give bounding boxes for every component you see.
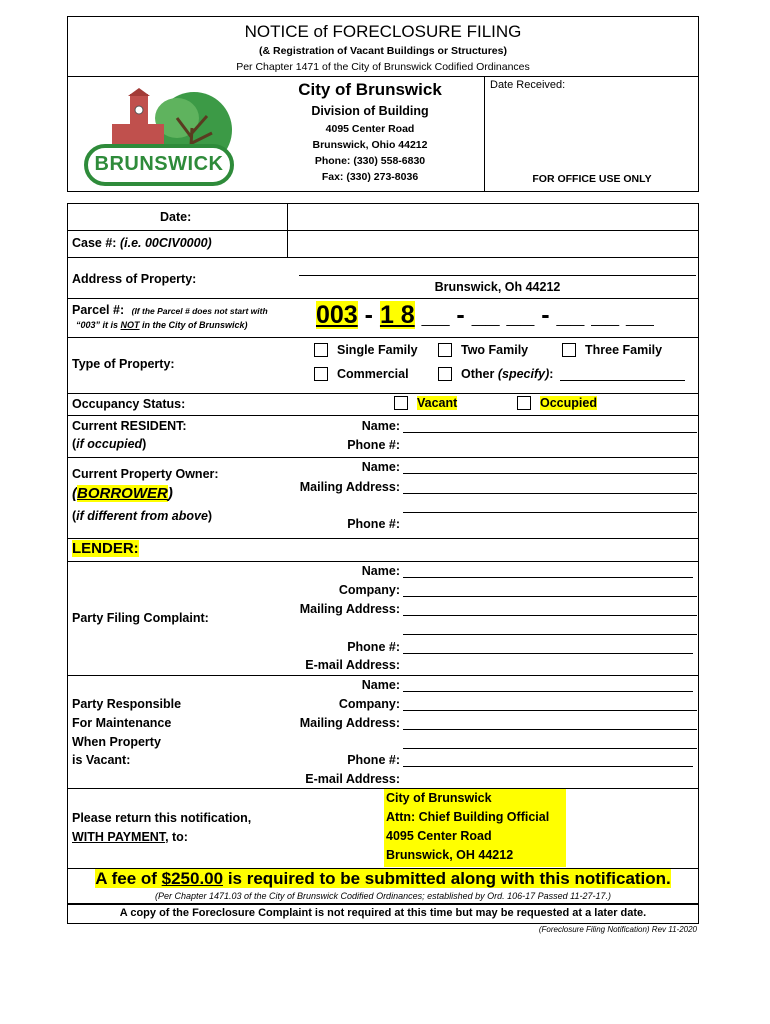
owner-name-label: Name:: [361, 460, 400, 474]
owner-label: Current Property Owner:: [72, 467, 219, 481]
resident-sub-text: if occupied: [76, 437, 143, 451]
office-use-label: FOR OFFICE USE ONLY: [532, 173, 652, 185]
commercial-label: Commercial: [337, 367, 409, 381]
office-address-1: 4095 Center Road: [325, 123, 415, 135]
division-name: Division of Building: [311, 104, 429, 118]
filing-company-line[interactable]: [403, 596, 697, 597]
owner-phone-label: Phone #:: [347, 517, 400, 531]
fee-text-a: A fee of: [95, 869, 162, 888]
resident-phone-label: Phone #:: [347, 438, 400, 452]
party-resp-3: When Property: [72, 735, 161, 749]
resp-name-line[interactable]: [403, 691, 693, 692]
fee-text-b: is required to be submitted along with this notification.: [223, 869, 671, 888]
address-input-line[interactable]: [299, 275, 696, 276]
party-resp-2: For Maintenance: [72, 716, 172, 730]
with-payment: WITH PAYMENT: [72, 830, 166, 844]
fee-amount: $250.00: [161, 869, 224, 888]
row-line: [67, 561, 699, 562]
parcel-label: [72, 303, 268, 317]
type-label: Type of Property:: [72, 357, 175, 371]
other-checkbox[interactable]: [438, 367, 452, 381]
owner-mailing-line-2[interactable]: [403, 512, 697, 513]
row-line: [67, 337, 699, 338]
fee-notice: [67, 868, 699, 890]
return-city: City of Brunswick: [386, 791, 492, 805]
row-line: [67, 457, 699, 458]
other-label: [461, 367, 553, 381]
parcel-number[interactable]: [316, 301, 654, 330]
return-to: , to:: [165, 830, 188, 844]
city-name: City of Brunswick: [298, 80, 442, 99]
page-title: NOTICE of FORECLOSURE FILING: [244, 22, 522, 41]
filing-phone-line[interactable]: [403, 653, 693, 654]
parcel-label-text: Parcel #:: [72, 303, 125, 317]
other-specify: (specify): [497, 367, 550, 381]
row-line: [67, 788, 699, 789]
occupancy-label: Occupancy Status:: [72, 397, 186, 411]
two-family-label: Two Family: [461, 343, 529, 357]
owner-sub-text: if different from above: [76, 509, 208, 523]
parcel-segment: 1 8: [379, 301, 415, 329]
return-line-1: Please return this notification,: [72, 811, 252, 825]
return-attn: Attn: Chief Building Official: [386, 810, 550, 824]
resp-mailing-line-2[interactable]: [403, 748, 697, 749]
copy-note: A copy of the Foreclosure Complaint is not required at this time but may be requested at a later date.: [119, 907, 647, 919]
parcel-blanks: __ - __ __ - __ __ __: [421, 301, 654, 329]
resident-sub: (if occupied): [72, 437, 147, 451]
filing-mailing-label: Mailing Address:: [299, 602, 400, 616]
parcel-note-2a: “003” it is: [76, 320, 121, 330]
case-label: [72, 236, 212, 250]
other-text: Other: [461, 367, 495, 381]
resp-company-line[interactable]: [403, 710, 697, 711]
owner-mailing-label: Mailing Address:: [299, 480, 400, 494]
single-family-checkbox[interactable]: [314, 343, 328, 357]
resident-label: Current RESIDENT:: [72, 419, 187, 433]
resp-name-label: Name:: [361, 678, 400, 692]
row-line: [67, 415, 699, 416]
parcel-note-2c: in the City of Brunswick): [139, 320, 248, 330]
return-address-block: [384, 789, 566, 867]
resident-name-line[interactable]: [403, 432, 697, 433]
single-family-label: Single Family: [337, 343, 418, 357]
three-family-label: Three Family: [585, 343, 663, 357]
filing-mailing-line[interactable]: [403, 615, 697, 616]
resp-phone-line[interactable]: [403, 766, 693, 767]
case-label-text: Case #:: [72, 236, 117, 250]
city-logo: [82, 88, 237, 186]
parcel-dash: -: [364, 301, 373, 329]
row-line: [67, 257, 699, 258]
borrower-text: BORROWER: [77, 485, 168, 502]
owner-mailing-line[interactable]: [403, 493, 697, 494]
filing-name-line[interactable]: [403, 577, 693, 578]
row-line: [67, 298, 699, 299]
address-city: Brunswick, Oh 44212: [434, 280, 561, 294]
parcel-note-not: NOT: [120, 320, 140, 330]
office-fax: Fax: (330) 273-8036: [321, 171, 419, 183]
filing-company-label: Company:: [338, 583, 400, 597]
resp-phone-label: Phone #:: [347, 753, 400, 767]
filing-mailing-line-2[interactable]: [403, 634, 697, 635]
occupied-checkbox[interactable]: [517, 396, 531, 410]
return-line-2: [72, 830, 188, 844]
header-vdivider: [484, 76, 485, 192]
return-citystate: Brunswick, OH 44212: [386, 848, 514, 862]
return-address: 4095 Center Road: [386, 829, 492, 843]
resident-name-label: Name:: [361, 419, 400, 433]
filing-name-label: Name:: [361, 564, 400, 578]
parcel-prefix: 003: [316, 301, 358, 329]
date-label: Date:: [160, 210, 192, 224]
party-resp-1: Party Responsible: [72, 697, 182, 711]
two-family-checkbox[interactable]: [438, 343, 452, 357]
vacant-label: Vacant: [417, 396, 458, 410]
parcel-note-2: [76, 320, 248, 330]
fee-ordinance-note: (Per Chapter 1471.03 of the City of Brunswick Codified Ordinances; established by Ord. 106-17 Passed 11-27-17.): [154, 891, 612, 901]
occupied-label: Occupied: [540, 396, 597, 410]
owner-borrower: (BORROWER): [72, 485, 173, 502]
header-divider: [67, 76, 699, 77]
logo-text: BRUNSWICK: [94, 153, 224, 175]
owner-sub: (if different from above): [72, 509, 213, 523]
page-subtitle: (& Registration of Vacant Buildings or Structures): [259, 45, 507, 57]
office-phone: Phone: (330) 558-6830: [314, 155, 426, 167]
other-colon: :: [549, 367, 554, 381]
resp-mailing-line[interactable]: [403, 729, 697, 730]
filing-phone-label: Phone #:: [347, 640, 400, 654]
row-line: [67, 538, 699, 539]
office-address-2: Brunswick, Ohio 44212: [312, 139, 428, 151]
lender-heading: LENDER:: [72, 540, 139, 557]
case-example: (i.e. 00CIV0000): [119, 236, 212, 250]
owner-name-line[interactable]: [403, 473, 697, 474]
case-field[interactable]: [288, 231, 698, 257]
ordinance-line: Per Chapter 1471 of the City of Brunswick Codified Ordinances: [236, 61, 530, 73]
resp-company-label: Company:: [338, 697, 400, 711]
date-field[interactable]: [288, 204, 698, 230]
parcel-note-1: (If the Parcel # does not start with: [131, 306, 268, 316]
three-family-checkbox[interactable]: [562, 343, 576, 357]
vacant-checkbox[interactable]: [394, 396, 408, 410]
other-specify-line[interactable]: [560, 380, 685, 381]
filing-email-label: E-mail Address:: [305, 658, 400, 672]
party-filing-label: Party Filing Complaint:: [72, 611, 209, 625]
party-resp-4: is Vacant:: [72, 753, 131, 767]
date-received-label: Date Received:: [490, 79, 566, 91]
row-line: [67, 393, 699, 394]
commercial-checkbox[interactable]: [314, 367, 328, 381]
resp-mailing-label: Mailing Address:: [299, 716, 400, 730]
revision-note: (Foreclosure Filing Notification) Rev 11-2020: [538, 925, 697, 934]
resp-email-label: E-mail Address:: [305, 772, 400, 786]
address-label: Address of Property:: [72, 272, 197, 286]
row-line: [67, 675, 699, 676]
